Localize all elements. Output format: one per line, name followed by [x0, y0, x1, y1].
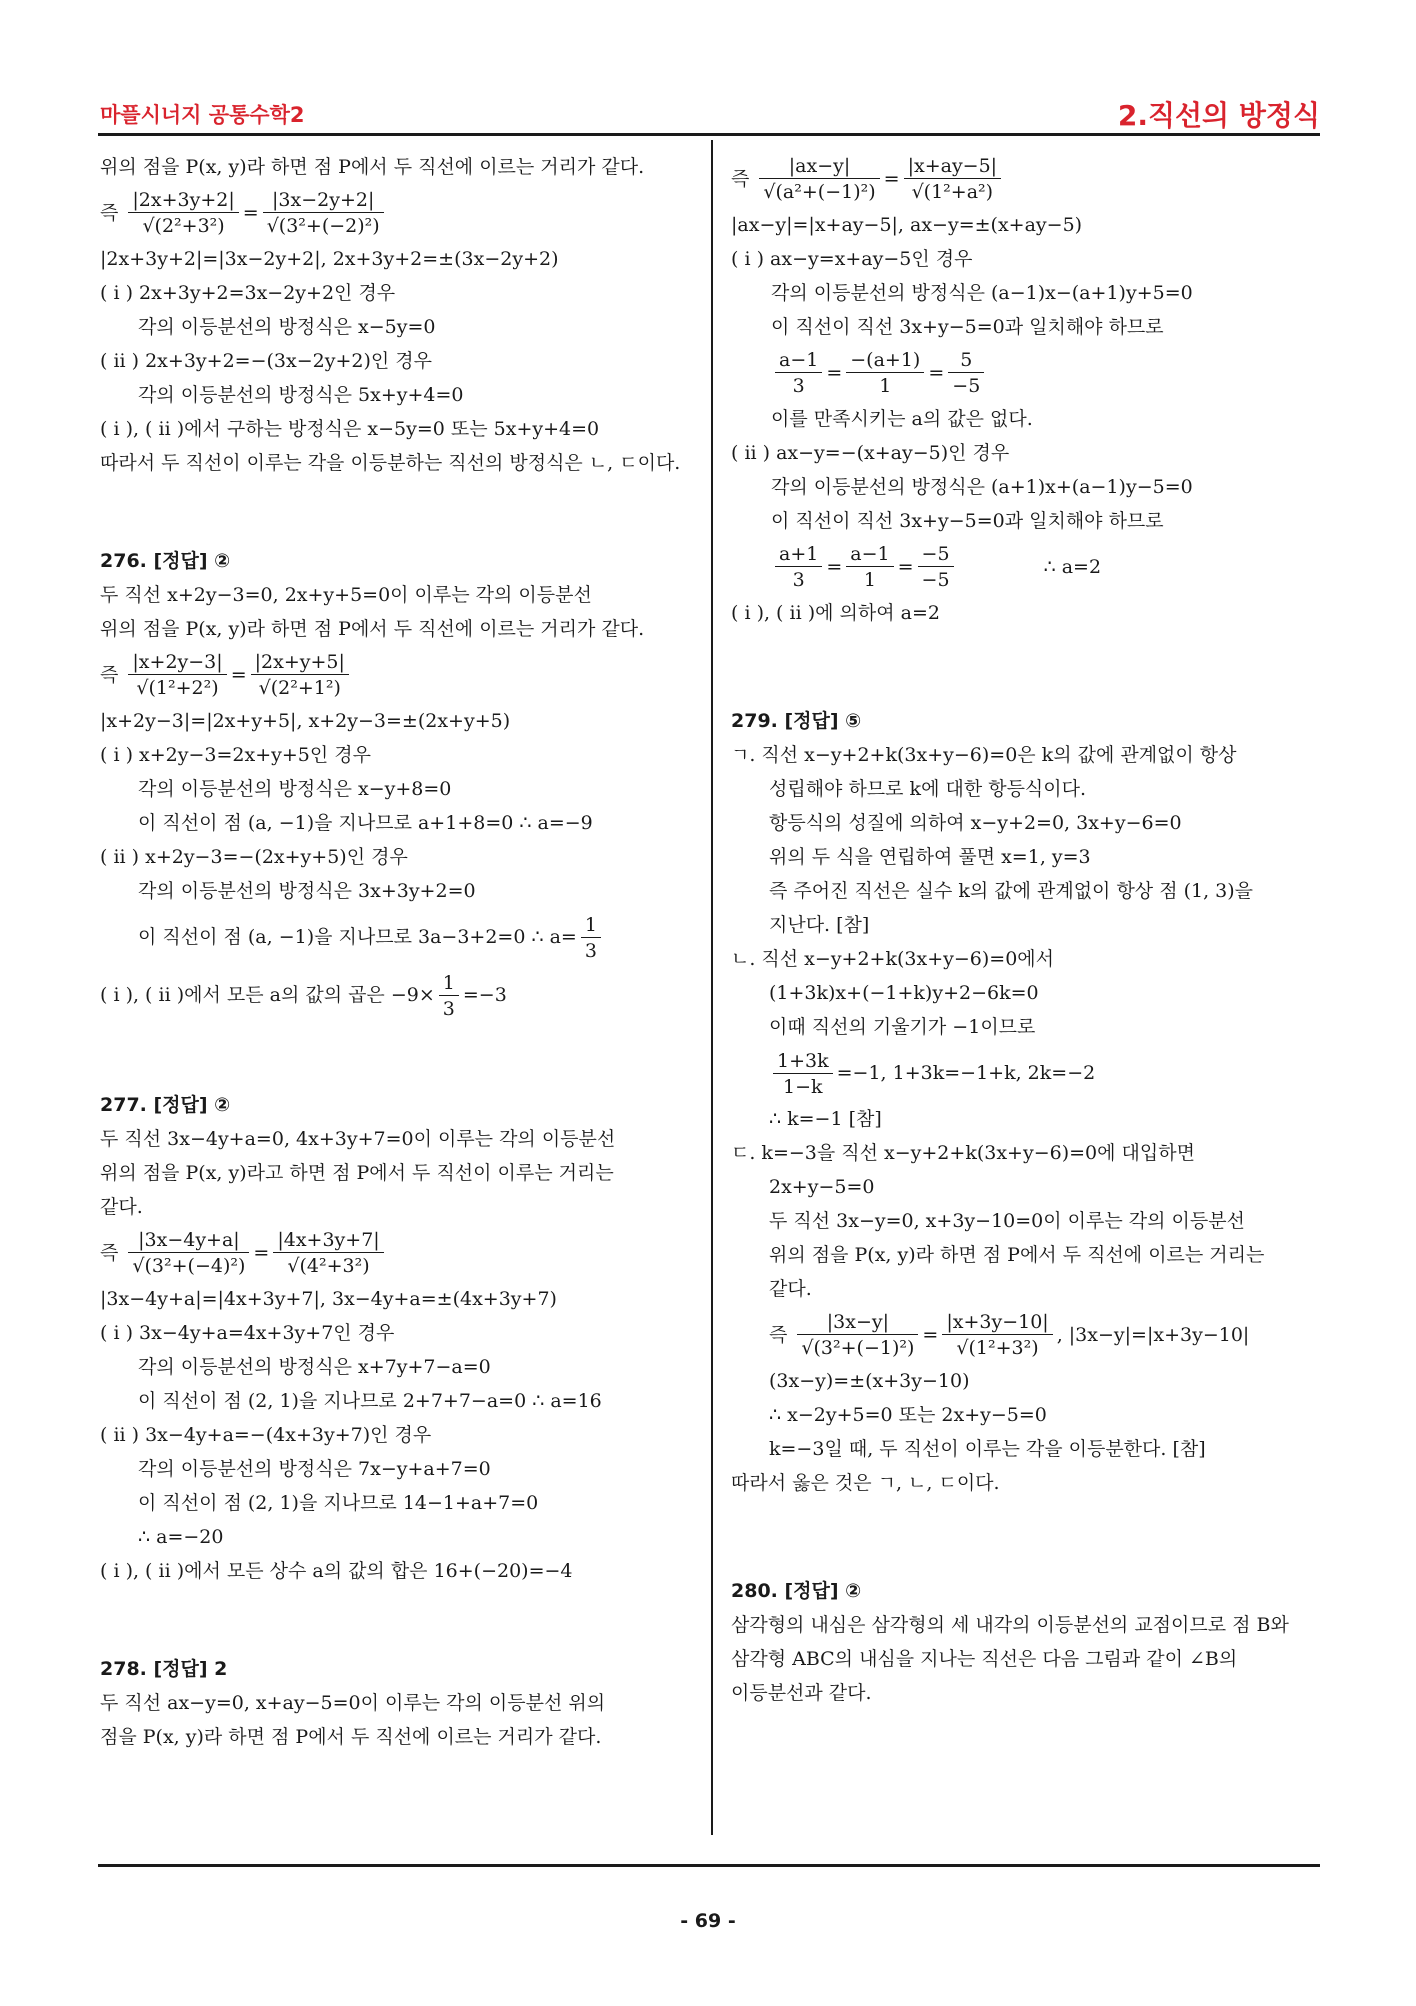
equals-sign: = — [922, 1324, 939, 1346]
denominator: 3 — [792, 569, 805, 591]
denominator: √(1²+2²) — [136, 677, 219, 699]
fraction — [581, 913, 601, 964]
fraction-equation — [100, 184, 700, 242]
text-line: 이 직선이 직선 3x+y−5=0과 일치해야 하므로 — [771, 316, 1164, 338]
denominator: √(a²+(−1)²) — [763, 181, 876, 203]
text-line: 위의 두 식을 연립하여 풀면 x=1, y=3 — [769, 846, 1091, 868]
text-segment: ( i ), ( ii )에서 모든 a의 값의 곱은 −9× — [100, 984, 435, 1006]
text-line: 각의 이등분선의 방정식은 3x+3y+2=0 — [138, 880, 476, 902]
numerator: |x+2y−3| — [128, 650, 226, 675]
text-line: 지난다. [참] — [769, 914, 870, 936]
footer-divider — [98, 1864, 1320, 1867]
fraction-equation — [100, 1224, 700, 1282]
fraction — [846, 348, 924, 399]
fraction — [846, 542, 893, 593]
text-line: 2x+y−5=0 — [769, 1176, 875, 1198]
text-line: 이를 만족시키는 a의 값은 없다. — [771, 408, 1033, 430]
fraction — [128, 1228, 249, 1279]
text-line: ∴ a=−20 — [138, 1526, 224, 1548]
lead-text: 즉 — [100, 202, 119, 224]
numerator: |2x+3y+2| — [128, 188, 238, 213]
fraction-equation — [731, 344, 1321, 402]
text-line: 같다. — [769, 1278, 812, 1300]
text-line: ㄱ. 직선 x−y+2+k(3x+y−6)=0은 k의 값에 관계없이 항상 — [731, 744, 1237, 766]
denominator: √(4²+3²) — [287, 1255, 370, 1277]
book-title: 마플시너지 공통수학2 — [100, 103, 305, 127]
text-line: 이때 직선의 기울기가 −1이므로 — [769, 1016, 1036, 1038]
header-divider — [98, 133, 1320, 136]
answer-title: 277. [정답] ② — [100, 1094, 231, 1116]
case-line: ( ii ) x+2y−3=−(2x+y+5)인 경우 — [100, 846, 408, 868]
text-line: 각의 이등분선의 방정식은 7x−y+a+7=0 — [138, 1458, 491, 1480]
fraction — [128, 188, 238, 239]
lead-text: 즉 — [100, 1242, 119, 1264]
text-line: 위의 점을 P(x, y)라 하면 점 P에서 두 직선에 이르는 거리가 같다. — [100, 156, 645, 178]
text-line: 이등분선과 같다. — [731, 1682, 872, 1704]
numerator: |2x+y+5| — [251, 650, 349, 675]
numerator: −5 — [918, 542, 954, 567]
solution-276 — [100, 544, 700, 1024]
text-line: |x+2y−3|=|2x+y+5|, x+2y−3=±(2x+y+5) — [100, 710, 511, 732]
case-line: ( i ) 2x+3y+2=3x−2y+2인 경우 — [100, 282, 396, 304]
numerator: a−1 — [846, 542, 893, 567]
denominator: √(3²+(−4)²) — [132, 1255, 246, 1277]
fraction — [904, 154, 1002, 205]
text-line: ∴ x−2y+5=0 또는 2x+y−5=0 — [769, 1404, 1047, 1426]
text-line: 각의 이등분선의 방정식은 x−y+8=0 — [138, 778, 452, 800]
equals-sign: = — [826, 362, 843, 384]
fraction — [773, 1049, 833, 1100]
fraction — [759, 154, 879, 205]
text-line: 두 직선 3x−y=0, x+3y−10=0이 이루는 각의 이등분선 — [769, 1210, 1245, 1232]
numerator: 1 — [581, 913, 601, 938]
fraction-equation — [100, 646, 700, 704]
solution-280 — [731, 1574, 1321, 1710]
case-line: ( i ) ax−y=x+ay−5인 경우 — [731, 248, 973, 270]
lead-text: 즉 — [100, 664, 119, 686]
text-line: 각의 이등분선의 방정식은 (a+1)x+(a−1)y−5=0 — [771, 476, 1193, 498]
numerator: |x+ay−5| — [904, 154, 1002, 179]
text-line: 각의 이등분선의 방정식은 (a−1)x−(a+1)y+5=0 — [771, 282, 1193, 304]
denominator: −5 — [952, 375, 981, 397]
text-line: 이 직선이 점 (2, 1)을 지나므로 14−1+a+7=0 — [138, 1492, 539, 1514]
result-text: ∴ a=2 — [1043, 556, 1102, 578]
numerator: a−1 — [775, 348, 822, 373]
equals-sign: = — [928, 362, 945, 384]
text-line: 따라서 두 직선이 이루는 각을 이등분하는 직선의 방정식은 ㄴ, ㄷ이다. — [100, 452, 681, 474]
fraction — [797, 1310, 918, 1361]
text-line: 삼각형 ABC의 내심을 지나는 직선은 다음 그림과 같이 ∠B의 — [731, 1648, 1238, 1670]
numerator: |3x−2y+2| — [263, 188, 384, 213]
fraction — [942, 1310, 1052, 1361]
text-segment: =−1, 1+3k=−1+k, 2k=−2 — [836, 1062, 1096, 1084]
solution-279 — [731, 704, 1321, 1500]
numerator: |x+3y−10| — [942, 1310, 1052, 1335]
numerator: |3x−4y+a| — [128, 1228, 249, 1253]
text-line: 각의 이등분선의 방정식은 5x+y+4=0 — [138, 384, 464, 406]
fraction — [948, 348, 984, 399]
equals-sign: = — [242, 202, 259, 224]
denominator: √(2²+1²) — [258, 677, 341, 699]
right-column — [731, 150, 1321, 1710]
numerator: 1+3k — [773, 1049, 833, 1074]
numerator: |4x+3y+7| — [273, 1228, 383, 1253]
text-line: k=−3일 때, 두 직선이 이루는 각을 이등분한다. [참] — [769, 1438, 1206, 1460]
text-line: 두 직선 3x−4y+a=0, 4x+3y+7=0이 이루는 각의 이등분선 — [100, 1128, 616, 1150]
fraction — [775, 542, 822, 593]
answer-title: 278. [정답] 2 — [100, 1658, 228, 1680]
case-line: ( i ) x+2y−3=2x+y+5인 경우 — [100, 744, 371, 766]
denominator: √(3²+(−2)²) — [266, 215, 380, 237]
text-line: 각의 이등분선의 방정식은 x−5y=0 — [138, 316, 436, 338]
text-line: ∴ k=−1 [참] — [769, 1108, 882, 1130]
text-line: 위의 점을 P(x, y)라 하면 점 P에서 두 직선에 이르는 거리는 — [769, 1244, 1265, 1266]
text-line: (1+3k)x+(−1+k)y+2−6k=0 — [769, 982, 1039, 1004]
fraction — [263, 188, 384, 239]
fraction — [918, 542, 954, 593]
text-line: |ax−y|=|x+ay−5|, ax−y=±(x+ay−5) — [731, 214, 1083, 236]
numerator: |ax−y| — [759, 154, 879, 179]
text-line: ㄴ. 직선 x−y+2+k(3x+y−6)=0에서 — [731, 948, 1054, 970]
fraction — [128, 650, 226, 701]
text-line: 즉 주어진 직선은 실수 k의 값에 관계없이 항상 점 (1, 3)을 — [769, 880, 1254, 902]
fraction — [775, 348, 822, 399]
fraction-equation — [100, 908, 700, 966]
answer-title: 280. [정답] ② — [731, 1580, 862, 1602]
denominator: √(1²+3²) — [956, 1337, 1039, 1359]
denominator: 3 — [792, 375, 805, 397]
denominator: 3 — [584, 939, 597, 962]
denominator: 1 — [879, 375, 892, 397]
text-segment: 이 직선이 점 (a, −1)을 지나므로 3a−3+2=0 ∴ a= — [138, 926, 577, 948]
chapter-title: 2.직선의 방정식 — [1117, 99, 1320, 132]
equals-sign: = — [897, 556, 914, 578]
text-segment: =−3 — [462, 984, 507, 1006]
text-line: 항등식의 성질에 의하여 x−y+2=0, 3x+y−6=0 — [769, 812, 1182, 834]
denominator: 1−k — [783, 1075, 823, 1098]
fraction-equation — [731, 538, 1321, 596]
fraction — [273, 1228, 383, 1279]
lead-text: 즉 — [769, 1324, 788, 1346]
text-line: 같다. — [100, 1196, 143, 1218]
fraction — [251, 650, 349, 701]
numerator: 1 — [439, 971, 459, 996]
solution-278-continued — [731, 150, 1321, 630]
denominator: √(3²+(−1)²) — [801, 1337, 915, 1359]
denominator: √(1²+a²) — [911, 181, 994, 203]
denominator: −5 — [921, 569, 950, 591]
fraction-equation — [731, 1044, 1321, 1102]
text-line: 이 직선이 점 (a, −1)을 지나므로 a+1+8=0 ∴ a=−9 — [138, 812, 593, 834]
text-line: (3x−y)=±(x+3y−10) — [769, 1370, 970, 1392]
solution-275-continued — [100, 150, 700, 480]
equals-sign: = — [883, 168, 900, 190]
text-line: 각의 이등분선의 방정식은 x+7y+7−a=0 — [138, 1356, 491, 1378]
fraction — [439, 971, 459, 1022]
case-line: ( i ) 3x−4y+a=4x+3y+7인 경우 — [100, 1322, 395, 1344]
numerator: 5 — [948, 348, 984, 373]
answer-title: 279. [정답] ⑤ — [731, 710, 862, 732]
solution-277 — [100, 1088, 700, 1588]
text-line: ( i ), ( ii )에 의하여 a=2 — [731, 602, 940, 624]
lead-text: 즉 — [731, 168, 750, 190]
text-line: 이 직선이 점 (2, 1)을 지나므로 2+7+7−a=0 ∴ a=16 — [138, 1390, 602, 1412]
text-line: 따라서 옳은 것은 ㄱ, ㄴ, ㄷ이다. — [731, 1472, 1000, 1494]
text-line: 성립해야 하므로 k에 대한 항등식이다. — [769, 778, 1087, 800]
case-line: ( ii ) 3x−4y+a=−(4x+3y+7)인 경우 — [100, 1424, 432, 1446]
text-line: 위의 점을 P(x, y)라 하면 점 P에서 두 직선에 이르는 거리가 같다. — [100, 618, 645, 640]
text-line: ( i ), ( ii )에서 모든 상수 a의 값의 합은 16+(−20)=−4 — [100, 1560, 573, 1582]
numerator: |3x−y| — [797, 1310, 918, 1335]
numerator: −(a+1) — [846, 348, 924, 373]
denominator: √(2²+3²) — [142, 215, 225, 237]
fraction-equation — [100, 966, 700, 1024]
equals-sign: = — [230, 664, 247, 686]
equals-sign: = — [826, 556, 843, 578]
solution-278 — [100, 1652, 700, 1754]
case-line: ( ii ) 2x+3y+2=−(3x−2y+2)인 경우 — [100, 350, 432, 372]
column-divider — [711, 140, 713, 1835]
page-number: - 69 - — [680, 1910, 736, 1932]
numerator: a+1 — [775, 542, 822, 567]
text-line: ㄷ. k=−3을 직선 x−y+2+k(3x+y−6)=0에 대입하면 — [731, 1142, 1195, 1164]
text-line: 두 직선 ax−y=0, x+ay−5=0이 이루는 각의 이등분선 위의 — [100, 1692, 606, 1714]
denominator: 1 — [863, 569, 876, 591]
case-line: ( ii ) ax−y=−(x+ay−5)인 경우 — [731, 442, 1010, 464]
text-line: 이 직선이 직선 3x+y−5=0과 일치해야 하므로 — [771, 510, 1164, 532]
left-column — [100, 150, 700, 1754]
equals-sign: = — [253, 1242, 270, 1264]
text-segment: , |3x−y|=|x+3y−10| — [1056, 1324, 1250, 1346]
text-line: ( i ), ( ii )에서 구하는 방정식은 x−5y=0 또는 5x+y+4=0 — [100, 418, 600, 440]
fraction-equation — [731, 1306, 1321, 1364]
text-line: 삼각형의 내심은 삼각형의 세 내각의 이등분선의 교점이므로 점 B와 — [731, 1614, 1289, 1636]
text-line: |2x+3y+2|=|3x−2y+2|, 2x+3y+2=±(3x−2y+2) — [100, 248, 559, 270]
text-line: 위의 점을 P(x, y)라고 하면 점 P에서 두 직선이 이루는 거리는 — [100, 1162, 614, 1184]
denominator: 3 — [442, 997, 455, 1020]
text-line: 점을 P(x, y)라 하면 점 P에서 두 직선에 이르는 거리가 같다. — [100, 1726, 602, 1748]
answer-title: 276. [정답] ② — [100, 550, 231, 572]
fraction-equation — [731, 150, 1321, 208]
text-line: |3x−4y+a|=|4x+3y+7|, 3x−4y+a=±(4x+3y+7) — [100, 1288, 557, 1310]
text-line: 두 직선 x+2y−3=0, 2x+y+5=0이 이루는 각의 이등분선 — [100, 584, 592, 606]
